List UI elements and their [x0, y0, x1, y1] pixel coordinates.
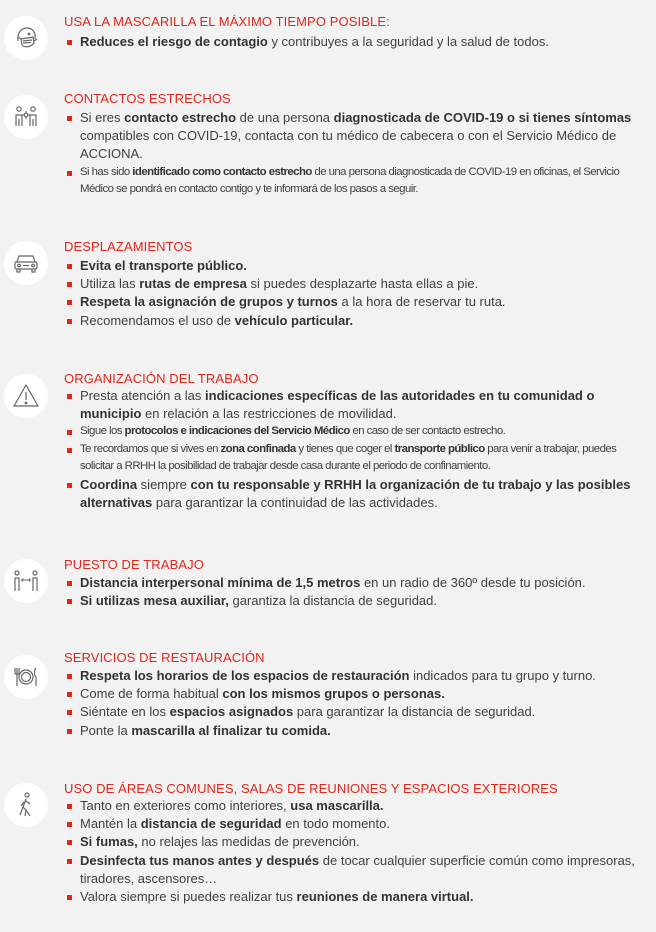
bold-text: indicaciones específicas de las autoridades en tu comunidad o municipio [80, 388, 595, 422]
list-item [64, 667, 648, 685]
text: Si eres [80, 110, 125, 125]
bold-text: con los mismos grupos o personas. [222, 686, 445, 702]
text: Tanto en exteriores como interiores, [80, 798, 291, 813]
bold-text: transporte público [394, 442, 485, 455]
bold-text: vehículo particular. [234, 312, 354, 328]
bold-text: rutas de empresa [139, 276, 247, 292]
text: Ponte la [80, 722, 132, 738]
text: para venir a trabajar, puedes solicitar a RRHH la posibilidad de trabajar desde casa durante el periodo de confinamiento. [80, 442, 617, 473]
list-item [64, 164, 648, 199]
section-list [64, 574, 648, 610]
text: en caso de ser contacto estrecho. [349, 425, 506, 438]
bold-text: protocolos e indicaciones del Servicio Médico [124, 425, 350, 438]
face-mask-icon [4, 16, 48, 60]
text: de una persona diagnosticada de COVID-19 en oficinas, el Servicio Médico se pondrá en contacto contigo y te informará de los pasos a seguir. [80, 165, 620, 196]
text: garantiza la distancia de seguridad. [228, 593, 437, 609]
text: siempre [137, 476, 191, 492]
list-item [64, 833, 648, 851]
text: Recomendamos el uso de [80, 312, 235, 328]
text: si puedes desplazarte hasta ellas a pie. [246, 276, 479, 292]
list-item [64, 722, 648, 740]
list-item [64, 441, 648, 476]
cutlery-icon [4, 655, 48, 699]
distance-icon [4, 559, 48, 603]
text: Mantén la [80, 816, 141, 832]
text: y tienes que coger el [295, 442, 395, 455]
bold-text: Desinfecta tus manos antes y después [80, 852, 320, 868]
section-title: SERVICIOS DE RESTAURACIÓN [64, 650, 265, 665]
warning-icon [4, 374, 48, 418]
section-list [64, 797, 648, 906]
list-item [64, 852, 648, 888]
list-item [64, 703, 648, 721]
text: Presta atención a las [80, 388, 206, 403]
list-item [64, 592, 648, 610]
section-title: PUESTO DE TRABAJO [64, 557, 204, 572]
bold-text: Si fumas, [80, 834, 138, 850]
bold-text: Respeta los horarios de los espacios de restauración [80, 668, 410, 683]
text: en un radio de 360º desde tu posición. [360, 575, 586, 590]
text: y contribuyes a la seguridad y la salud de todos. [267, 34, 549, 49]
bold-text: zona confinada [220, 442, 296, 455]
section-title: DESPLAZAMIENTOS [64, 239, 193, 254]
text: Valora siempre si puedes realizar tus [80, 889, 297, 905]
list-item [64, 815, 648, 833]
list-item [64, 797, 648, 815]
walking-person-icon [4, 783, 48, 827]
list-item [64, 275, 648, 293]
list-item [64, 387, 648, 423]
list-item [64, 33, 648, 51]
bold-text: reuniones de manera virtual. [296, 889, 474, 905]
bold-text: identificado como contacto estrecho [132, 165, 312, 178]
bold-text: con tu responsable y RRHH la organización de tu trabajo y las posibles alternativas [80, 476, 631, 511]
list-item [64, 293, 648, 311]
bold-text: Coordina [80, 476, 138, 492]
text: Siéntate en los [80, 704, 170, 720]
text: Utiliza las [80, 276, 140, 292]
bold-text: distancia de seguridad [140, 816, 282, 832]
section-title: ORGANIZACIÓN DEL TRABAJO [64, 371, 259, 386]
bold-text: mascarilla al finalizar tu comida. [131, 722, 331, 738]
list-item [64, 888, 648, 906]
section-title: USO DE ÁREAS COMUNES, SALAS DE REUNIONES Y ESPACIOS EXTERIORES [64, 781, 558, 796]
text: no relajes las medidas de prevención. [137, 834, 360, 850]
text: de una persona [236, 110, 334, 125]
text: indicados para tu grupo y turno. [409, 668, 596, 683]
close-contact-icon [4, 95, 48, 139]
bold-text: diagnosticada de COVID-19 o si tienes síntomas [333, 110, 632, 125]
list-item [64, 574, 648, 592]
bold-text: Respeta la asignación de grupos y turnos [80, 294, 338, 310]
section-list [64, 257, 648, 330]
section-list [64, 109, 648, 199]
text: a la hora de reservar tu ruta. [337, 294, 506, 310]
text: Come de forma habitual [80, 686, 223, 702]
list-item [64, 423, 648, 441]
text: en todo momento. [281, 816, 390, 832]
list-item [64, 109, 648, 164]
list-item [64, 312, 648, 330]
bold-text: Si utilizas mesa auxiliar, [80, 593, 229, 609]
bold-text: Evita el transporte público. [80, 258, 247, 273]
text: para garantizar la continuidad de las actividades. [152, 495, 438, 511]
section-title: CONTACTOS ESTRECHOS [64, 91, 231, 106]
section-title: USA LA MASCARILLA EL MÁXIMO TIEMPO POSIBLE: [64, 14, 390, 29]
text: Si has sido [80, 165, 133, 178]
car-icon [4, 241, 48, 285]
list-item [64, 685, 648, 703]
text: compatibles con COVID-19, contacta con tu médico de cabecera o con el Servicio Médico de ACCIONA. [80, 128, 617, 162]
bold-text: Distancia interpersonal mínima de 1,5 metros [80, 575, 361, 590]
section-list [64, 33, 648, 51]
bold-text: usa mascarilla. [290, 798, 384, 813]
bold-text: espacios asignados [169, 704, 294, 720]
section-list [64, 667, 648, 740]
section-list [64, 387, 648, 512]
bold-text: contacto estrecho [124, 110, 237, 125]
bold-text: Reduces el riesgo de contagio [80, 34, 268, 49]
list-item [64, 476, 648, 512]
text: Te recordamos que si vives en [80, 442, 221, 455]
text: en relación a las restricciones de movilidad. [141, 406, 397, 422]
list-item [64, 257, 648, 275]
text: Sigue los [80, 425, 125, 438]
text: de tocar cualquier superficie común como impresoras, tiradores, ascensores… [80, 852, 635, 886]
text: para garantizar la distancia de seguridad. [293, 704, 536, 720]
